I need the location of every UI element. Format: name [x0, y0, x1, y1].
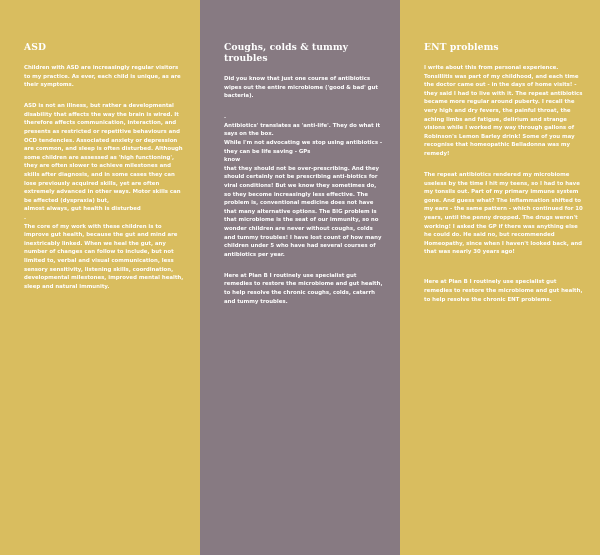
paragraph: . — [224, 114, 227, 121]
column-title: ENT problems — [424, 42, 499, 53]
spacer — [224, 106, 384, 113]
paragraph: Here at Plan B I routinely use specialist gut remedies to restore the microbiome and gut health, to help resolve the chronic coughs, colds, catarrh and tummy troubles. — [224, 272, 383, 305]
paragraph: While I'm not advocating we stop using antibiotics - they can be life saving - GPs — [224, 140, 383, 155]
paragraph: Children with ASD are increasingly regular visitors to my practice. As ever, each child is unique, as are their symptoms. — [24, 65, 181, 89]
paragraph: I write about this from personal experience. Tonsillitis was part of my childhood, and each time the doctor came out - in the days of home visits! - they said I had to live with it. The repeat antibiotics became more regular around puberty. I recall the very high and dry fevers, the painful throat, the aching limbs and fatigue, delirium and strange visions while I worked my way through gallons of Robinson's Lemon Barley drink! Some of you may recognise that homeopathic Belladonna was my remedy! — [424, 65, 583, 157]
column-asd — [0, 0, 200, 555]
emphasis-text: almost always, gut health is disturbed — [24, 206, 141, 213]
spacer — [424, 164, 584, 171]
column-title: Coughs, colds & tummy troubles — [224, 42, 349, 64]
column-coughs-colds — [200, 0, 400, 555]
column-title: ASD — [24, 42, 47, 53]
paragraph: . — [24, 215, 27, 221]
spacer — [424, 262, 584, 278]
paragraph: Antibiotics' translates as 'anti-life'. They do what it says on the box. — [224, 122, 381, 138]
emphasis-text: know — [224, 157, 241, 164]
paragraph: The repeat antibiotics rendered my microbiome useless by the time I hit my teens, so I had to have my tonsils out. Part of my primary immune system gone. And guess what? The inflammation shifted to my ears - the same pattern - which continued for 10 years, until the penny dropped. The drugs weren't working! I asked the GP if there was anything else he could do. He said no, but recommended Homeopathy, since when I haven't looked back, and that was nearly 30 years ago! — [424, 172, 583, 256]
column-ent-problems — [400, 0, 600, 555]
paragraph: that they should not be over-prescribing. And they should certainly not be prescribing anti-biotics for viral conditions! But we know they sometimes do, so they become increasingly less effective. The problem is, conventional medicine does not have that many alternative options. The BIG problem is that microbiome is the seat of our immunity, so no wonder children are never without coughs, colds and tummy troubles! I have lost count of how many children under 5 who have had several courses of antibiotics per year. — [224, 165, 382, 258]
paragraph: The core of my work with these children is to improve gut health, because the gut and mind are inextricably linked. When we heal the gut, any number of changes can follow to include, but not limited to, verbal and visual communication, less sensory sensitivity, listening skills, coordination, developmental milestones, improved mental health, sleep and natural immunity. — [24, 223, 184, 290]
paragraph: Here at Plan B I routinely use specialist gut remedies to restore the microbiome and gut health, to help resolve the chronic ENT problems. — [424, 279, 583, 303]
spacer — [24, 95, 184, 102]
paragraph: ASD is not an illness, but rather a developmental disability that affects the way the brain is wired. It therefore affects communication, interaction, and presents as restricted or repetitive behaviours and OCD tendencies. Associated anxiety or depression are common, and sleep is often disturbed. Although some children are assessed as 'high functioning', they are often slower to achieve milestones and skills after diagnosis, and in some cases they can lose previously acquired skills, yet are often extremely advanced in other ways. Motor skills can be affected (dyspraxia) but, — [24, 103, 183, 204]
spacer — [224, 265, 384, 272]
paragraph: Did you know that just one course of antibiotics wipes out the entire microbiome ('good & bad' gut bacteria). — [224, 76, 378, 100]
